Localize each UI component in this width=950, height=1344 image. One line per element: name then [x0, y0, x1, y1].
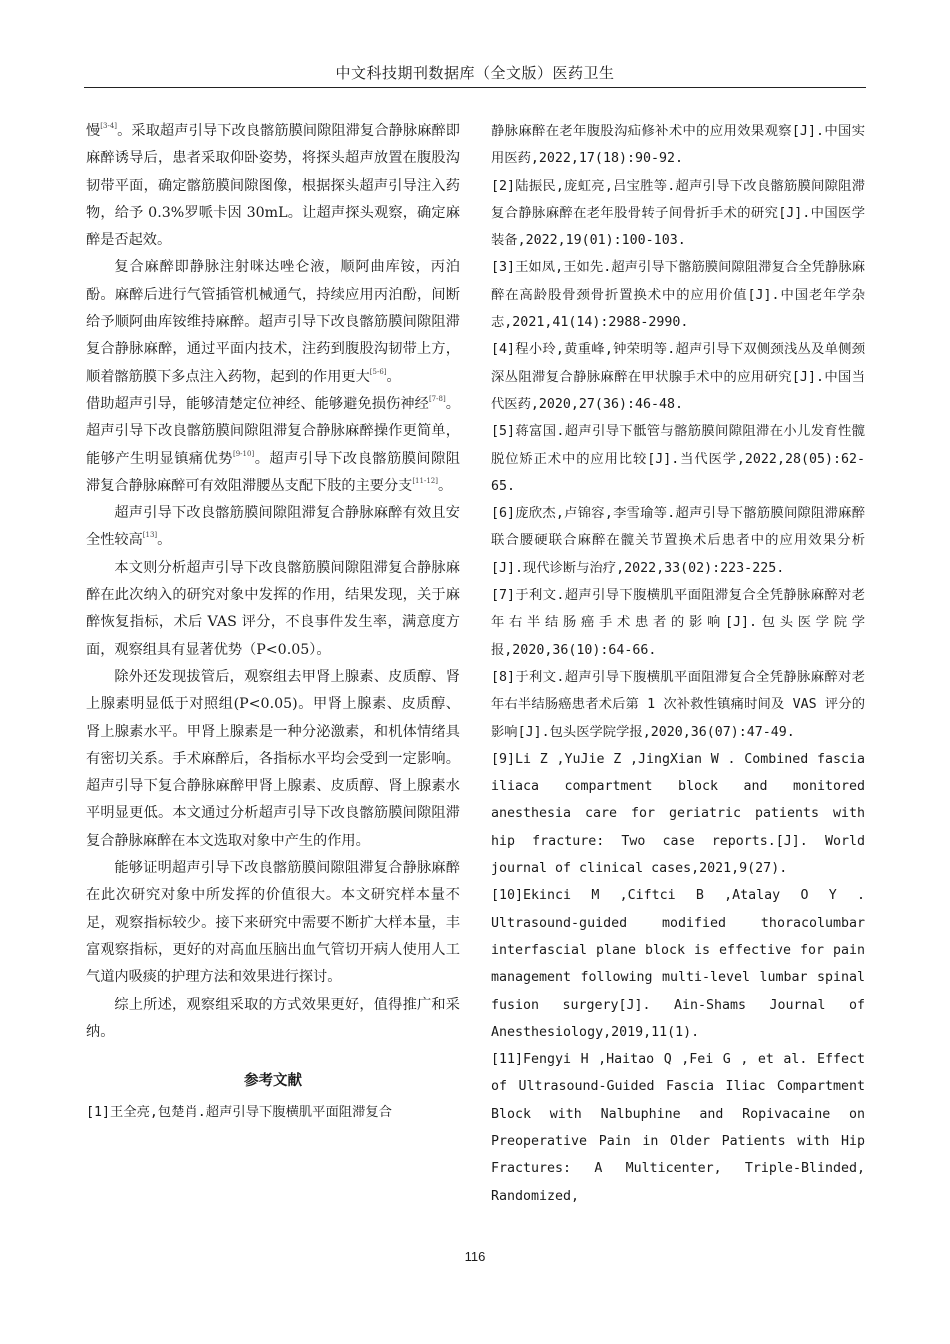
references-heading: 参考文献	[244, 1073, 302, 1090]
reference-item: [7]于利文.超声引导下腹横肌平面阻滞复合全凭静脉麻醉对老年右半结肠癌手术患者的影响[J].包头医学院学报,2020,36(10):64-66.	[491, 588, 865, 658]
citation: [13]	[142, 531, 158, 540]
paragraph: 除外还发现拔管后，观察组去甲肾上腺素、皮质醇、肾上腺素明显低于对照组(P<0.05)。甲肾上腺素、皮质醇、肾上腺素水平。甲肾上腺素是一种分泌激素，和机体情绪具有密切关系。手术麻醉后，各指标水平均会受到一定影响。超声引导下复合静脉麻醉甲肾上腺素、皮质醇、肾上腺素水平明显更低。本文通过分析超声引导下改良髂筋膜间隙阻滞复合静脉麻醉在本文选取对象中产生的作用。	[86, 668, 460, 849]
paragraph: 能够证明超声引导下改良髂筋膜间隙阻滞复合静脉麻醉在此次研究对象中所发挥的价值很大。本文研究样本量不足，观察指标较少。接下来研究中需要不断扩大样本量，丰富观察指标，更好的对高血压脑出血气管切开病人使用人工气道内吸痰的护理方法和效果进行探讨。	[86, 860, 460, 986]
paragraph: 本文则分析超声引导下改良髂筋膜间隙阻滞复合静脉麻醉在此次纳入的研究对象中发挥的作用，结果发现，关于麻醉恢复指标，术后 VAS 评分，不良事件发生率，满意度方面，观察组具有显著优势（P<0.05）。	[86, 559, 460, 658]
reference-item: [11]Fengyi H ,Haitao Q ,Fei G , et al. Effect of Ultrasound-Guided Fascia Iliac Compartment Block with Nalbuphine and Ropivacaine on Preoperative Pain in Older Patients with Hip Fractures: A Multicenter, Triple-Blinded, Randomized,	[491, 1052, 865, 1204]
text: 。采取超声引导下改良髂筋膜间隙阻滞复合静脉麻醉即麻醉诱导后，患者采取仰卧姿势，将探头超声放置在腹股沟韧带平面，确定髂筋膜间隙图像，根据探头超声引导注入药物，给予 0.3%罗哌卡因 30mL。让超声探头观察，确定麻醉是否起效。	[86, 123, 460, 249]
text: 。超声引导下改良髂筋膜间隙阻滞复合静脉麻醉操作更简单，能够产生明显镇痛优势	[86, 395, 460, 467]
reference-item: [4]程小玲,黄重峰,钟荣明等.超声引导下双侧颈浅丛及单侧颈深丛阻滞复合静脉麻醉在甲状腺手术中的应用研究[J].中国当代医药,2020,27(36):46-48.	[491, 342, 865, 412]
citation: [7-8]	[428, 394, 446, 403]
reference-item: [10]Ekinci M ,Ciftci B ,Atalay O Y . Ultrasound-guided modified thoracolumbar interfascial plane block is effective for pain management following multi-level lumbar spinal fusion surgery[J]. Ain-Shams Journal of Anesthesiology,2019,11(1).	[491, 888, 865, 1040]
page-number: 116	[464, 1249, 486, 1264]
citation: [11-12]	[412, 476, 438, 485]
citation: [5-6]	[369, 367, 387, 376]
header-rule	[84, 87, 866, 88]
reference-item: [1]王全亮,包楚肖.超声引导下腹横肌平面阻滞复合	[86, 1105, 392, 1121]
paragraph	[86, 500, 460, 555]
paragraph	[86, 254, 460, 390]
text: 慢	[86, 123, 101, 139]
journal-header: 中文科技期刊数据库（全文版）医药卫生	[335, 64, 615, 82]
reference-item: [3]王如凤,王如先.超声引导下髂筋膜间隙阻滞复合全凭静脉麻醉在高龄股骨颈骨折置换术中的应用价值[J].中国老年学杂志,2021,41(14):2988-2990.	[491, 260, 865, 331]
text: 。	[386, 368, 401, 385]
citation: [9-10]	[233, 449, 255, 458]
text: 。超声引导下改良髂筋膜间隙阻滞复合静脉麻醉可有效阻滞腰丛支配下肢的主要分支	[86, 450, 460, 494]
reference-item: [8]于利文.超声引导下腹横肌平面阻滞复合全凭静脉麻醉对老年右半结肠癌患者术后第 1 次补救性镇痛时间及 VAS 评分的影响[J].包头医学院学报,2020,36(07):47-49.	[491, 669, 865, 740]
right-column	[491, 118, 865, 1210]
left-column	[86, 118, 460, 1127]
paragraph: 综上所述，观察组采取的方式效果更好，值得推广和采纳。	[86, 996, 460, 1040]
reference-item: [6]庞欣杰,卢锦容,李雪瑜等.超声引导下髂筋膜间隙阻滞麻醉联合腰硬联合麻醉在髋关节置换术后患者中的应用效果分析[J].现代诊断与治疗,2022,33(02):223-225.	[491, 506, 865, 576]
text: 。	[437, 477, 453, 494]
citation: [3-4]	[100, 122, 118, 130]
text: 。	[157, 532, 172, 549]
reference-item: 静脉麻醉在老年腹股沟疝修补术中的应用效果观察[J].中国实用医药,2022,17(18):90-92.	[491, 124, 865, 167]
text: 复合麻醉即静脉注射咪达唑仑液，顺阿曲库铵，丙泊酚。麻醉后进行气管插管机械通气，持续应用丙泊酚，间断给予顺阿曲库铵维持麻醉。超声引导下改良髂筋膜间隙阻滞复合静脉麻醉，通过平面内技术，注药到腹股沟韧带上方，顺着髂筋膜下多点注入药物，起到的作用更大	[86, 259, 460, 385]
reference-item: [9]Li Z ,YuJie Z ,JingXian W . Combined fascia iliaca compartment block and monitored anesthesia care for geriatric patients with hip fracture: Two case reports.[J]. World journal of clinical cases,2021,9(27).	[491, 751, 865, 877]
reference-item: [2]陆振民,庞虹亮,吕宝胜等.超声引导下改良髂筋膜间隙阻滞复合静脉麻醉在老年股骨转子间骨折手术的研究[J].中国医学装备,2022,19(01):100-103.	[491, 178, 865, 249]
paragraph	[86, 118, 460, 254]
reference-item: [5]蒋富国.超声引导下骶管与髂筋膜间隙阻滞在小儿发育性髋脱位矫正术中的应用比较[J].当代医学,2022,28(05):62-65.	[491, 424, 865, 494]
text: 超声引导下改良髂筋膜间隙阻滞复合静脉麻醉有效且安全性较高	[86, 505, 460, 549]
paragraph	[86, 391, 460, 500]
text: 借助超声引导，能够清楚定位神经、能够避免损伤神经	[86, 395, 429, 412]
